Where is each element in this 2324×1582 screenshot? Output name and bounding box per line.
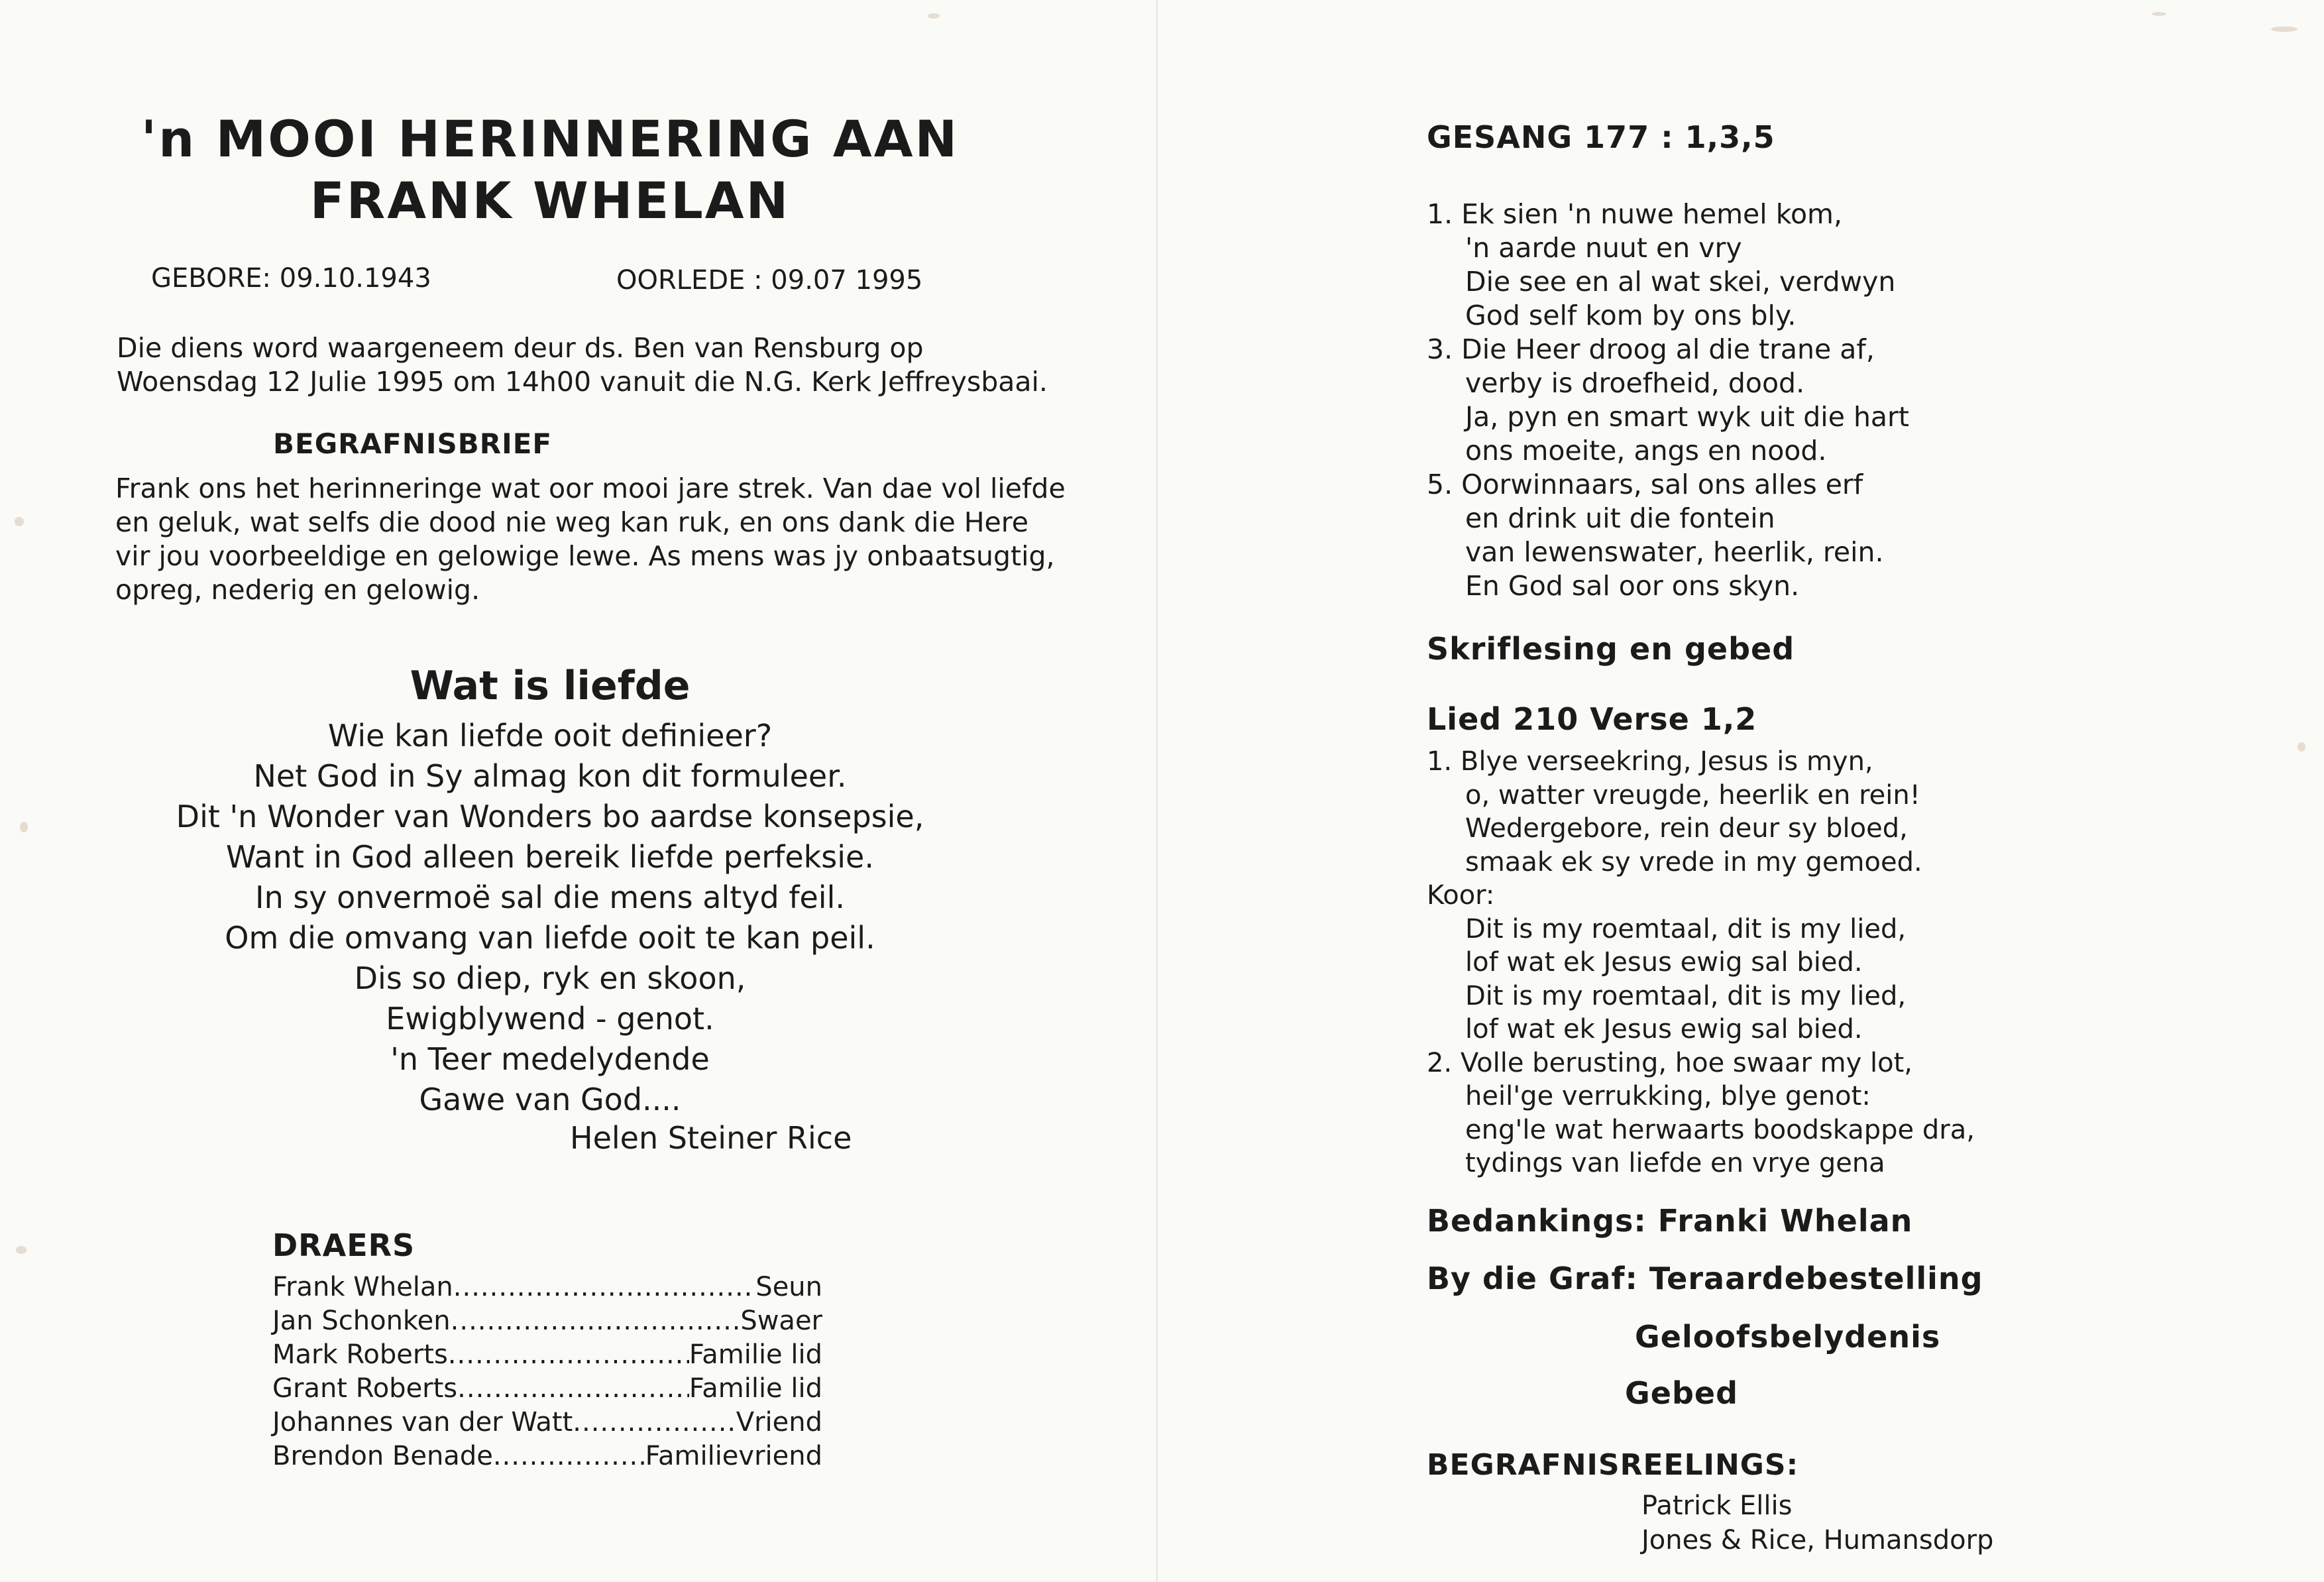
- poem-line: Net God in Sy almag kon dit formuleer.: [253, 758, 847, 794]
- hymn-verses: [1427, 198, 1909, 603]
- paper-speck: [16, 1246, 27, 1254]
- paper-speck: [20, 822, 28, 832]
- left-page: [0, 0, 1158, 1582]
- song-line: Wedergebore, rein deur sy bloed,: [1465, 813, 1908, 844]
- memorial-title-line2: FRANK WHELAN: [309, 171, 791, 230]
- poem-line: Want in God alleen bereik liefde perfeksie.: [226, 839, 874, 875]
- poem-line: In sy onvermoë sal die mens altyd feil.: [255, 879, 845, 915]
- pallbearer-row: [272, 1304, 822, 1338]
- verse-number: 3.: [1427, 333, 1453, 365]
- chorus-line: Dit is my roemtaal, dit is my lied,: [1465, 913, 1907, 944]
- pallbearer-row: [272, 1406, 822, 1440]
- paper-speck: [2152, 12, 2166, 16]
- song-line: smaak ek sy vrede in my gemoed.: [1465, 846, 1922, 877]
- paper-speck: [928, 13, 940, 19]
- paper-speck: [2297, 742, 2305, 752]
- pallbearers-list: [272, 1271, 822, 1473]
- pallbearer-row: [272, 1440, 822, 1473]
- pallbearer-relation: Swaer: [740, 1306, 822, 1336]
- poem-lines: [0, 716, 1100, 1120]
- hymn-verse-line: 5. Oorwinnaars, sal ons alles erf: [1427, 469, 1863, 500]
- pallbearer-relation: Familie lid: [689, 1373, 822, 1404]
- pallbearer-name: Brendon Benade: [272, 1441, 493, 1471]
- song-heading: Lied 210 Verse 1,2: [1427, 701, 1757, 737]
- pallbearer-name: Jan Schonken: [272, 1306, 451, 1336]
- memorial-title-line1: 'n MOOI HERINNERING AAN: [140, 109, 960, 168]
- pallbearer-name: Mark Roberts: [272, 1339, 448, 1370]
- arrangements-list: [1641, 1489, 1993, 1557]
- pallbearer-relation: Familie lid: [689, 1339, 822, 1370]
- hymn-verse-line: verby is droefheid, dood.: [1465, 367, 1805, 399]
- poem-line: Dit 'n Wonder van Wonders bo aardse konsepsie,: [176, 799, 924, 834]
- paper-speck: [15, 517, 24, 526]
- hymn-verse-line: ons moeite, angs en nood.: [1465, 435, 1827, 467]
- hymn-verse-line: 1. Ek sien 'n nuwe hemel kom,: [1427, 198, 1843, 230]
- death-date: OORLEDE : 09.07 1995: [616, 265, 923, 296]
- dot-leader: [457, 1372, 689, 1406]
- hymn-verse-line: En God sal oor ons skyn.: [1465, 570, 1800, 602]
- arrangements-heading: BEGRAFNISREELINGS:: [1427, 1448, 1799, 1482]
- hymn-verse-line: 3. Die Heer droog al die trane af,: [1427, 333, 1875, 365]
- poem-line: Ewigblywend - genot.: [386, 1001, 714, 1037]
- chorus-label: Koor:: [1427, 880, 1495, 911]
- birth-date: GEBORE: 09.10.1943: [151, 263, 431, 294]
- poem-line: Dis so diep, ryk en skoon,: [354, 960, 746, 996]
- hymn-verse-line: 'n aarde nuut en vry: [1465, 232, 1742, 264]
- pallbearer-relation: Vriend: [736, 1407, 822, 1438]
- pallbearer-row: [272, 1372, 822, 1406]
- dot-leader: [573, 1406, 736, 1440]
- song-line: eng'le wat herwaarts boodskappe dra,: [1465, 1114, 1975, 1145]
- dot-leader: [453, 1271, 756, 1304]
- hymn-heading: GESANG 177 : 1,3,5: [1427, 119, 1775, 155]
- pallbearer-relation: Seun: [755, 1272, 822, 1302]
- pallbearer-row: [272, 1338, 822, 1372]
- poem-line: Wie kan liefde ooit definieer?: [327, 718, 773, 754]
- chorus-line: Dit is my roemtaal, dit is my lied,: [1465, 980, 1907, 1011]
- pallbearer-relation: Familievriend: [645, 1441, 822, 1471]
- chorus-line: lof wat ek Jesus ewig sal bied.: [1465, 947, 1863, 978]
- hymn-verse-line: en drink uit die fontein: [1465, 502, 1775, 534]
- verse-number: 5.: [1427, 469, 1453, 500]
- chorus-line: lof wat ek Jesus ewig sal bied.: [1465, 1014, 1863, 1045]
- song-line: heil'ge verrukking, blye genot:: [1465, 1081, 1871, 1111]
- paper-speck: [2271, 27, 2297, 32]
- poem-title: Wat is liefde: [410, 663, 691, 709]
- arrangement-line: Patrick Ellis: [1641, 1491, 1793, 1521]
- poem-line: Gawe van God....: [419, 1082, 681, 1117]
- hymn-verse-line: God self kom by ons bly.: [1465, 300, 1797, 331]
- pallbearers-heading: DRAERS: [272, 1227, 415, 1263]
- dot-leader: [448, 1338, 689, 1372]
- poem-line: 'n Teer medelydende: [390, 1041, 710, 1077]
- verse-number: 2.: [1427, 1047, 1453, 1078]
- pallbearer-name: Grant Roberts: [272, 1373, 458, 1404]
- thanks-line: Bedankings: Franki Whelan: [1427, 1203, 1913, 1239]
- hymn-verse-line: Die see en al wat skei, verdwyn: [1465, 266, 1896, 298]
- hymn-verse-line: Ja, pyn en smart wyk uit die hart: [1465, 401, 1909, 433]
- service-details: Die diens word waargeneem deur ds. Ben van Rensburg op Woensdag 12 Julie 1995 om 14h00 vanuit die N.G. Kerk Jeffreysbaai.: [117, 332, 1048, 398]
- funeral-letter-heading: BEGRAFNISBRIEF: [273, 427, 553, 460]
- hymn-verse-line: van lewenswater, heerlik, rein.: [1465, 536, 1884, 568]
- verse-number: 1.: [1427, 198, 1453, 230]
- pallbearer-name: Frank Whelan: [272, 1272, 453, 1302]
- right-page: [1158, 0, 2324, 1582]
- graveside-heading: By die Graf: Teraardebestelling: [1427, 1261, 1983, 1296]
- scripture-heading: Skriflesing en gebed: [1427, 631, 1795, 667]
- verse-number: 1.: [1427, 746, 1453, 777]
- song-line: o, watter vreugde, heerlik en rein!: [1465, 779, 1920, 811]
- pallbearer-row: [272, 1271, 822, 1304]
- song-line: tydings van liefde en vrye gena: [1465, 1148, 1885, 1178]
- song-lyrics: [1427, 745, 1975, 1180]
- arrangement-line: Jones & Rice, Humansdorp: [1641, 1525, 1994, 1555]
- funeral-letter-text: Frank ons het herinneringe wat oor mooi jare strek. Van dae vol liefde en geluk, wat selfs die dood nie weg kan ruk, en ons dank die Here vir jou voorbeeldige en gelowige lewe. As mens was jy onbaatsugtig, opreg, nederig en gelowig.: [115, 473, 1066, 606]
- poem-author: Helen Steiner Rice: [570, 1120, 852, 1156]
- song-line: 2. Volle berusting, hoe swaar my lot,: [1427, 1047, 1912, 1078]
- dot-leader: [451, 1304, 741, 1338]
- song-line: 1. Blye verseekring, Jesus is myn,: [1427, 746, 1873, 777]
- dot-leader: [493, 1440, 645, 1473]
- graveside-item: Gebed: [1625, 1375, 1739, 1411]
- pallbearer-name: Johannes van der Watt: [272, 1407, 573, 1438]
- poem-line: Om die omvang van liefde ooit te kan peil.: [225, 920, 875, 956]
- graveside-item: Geloofsbelydenis: [1635, 1319, 1941, 1355]
